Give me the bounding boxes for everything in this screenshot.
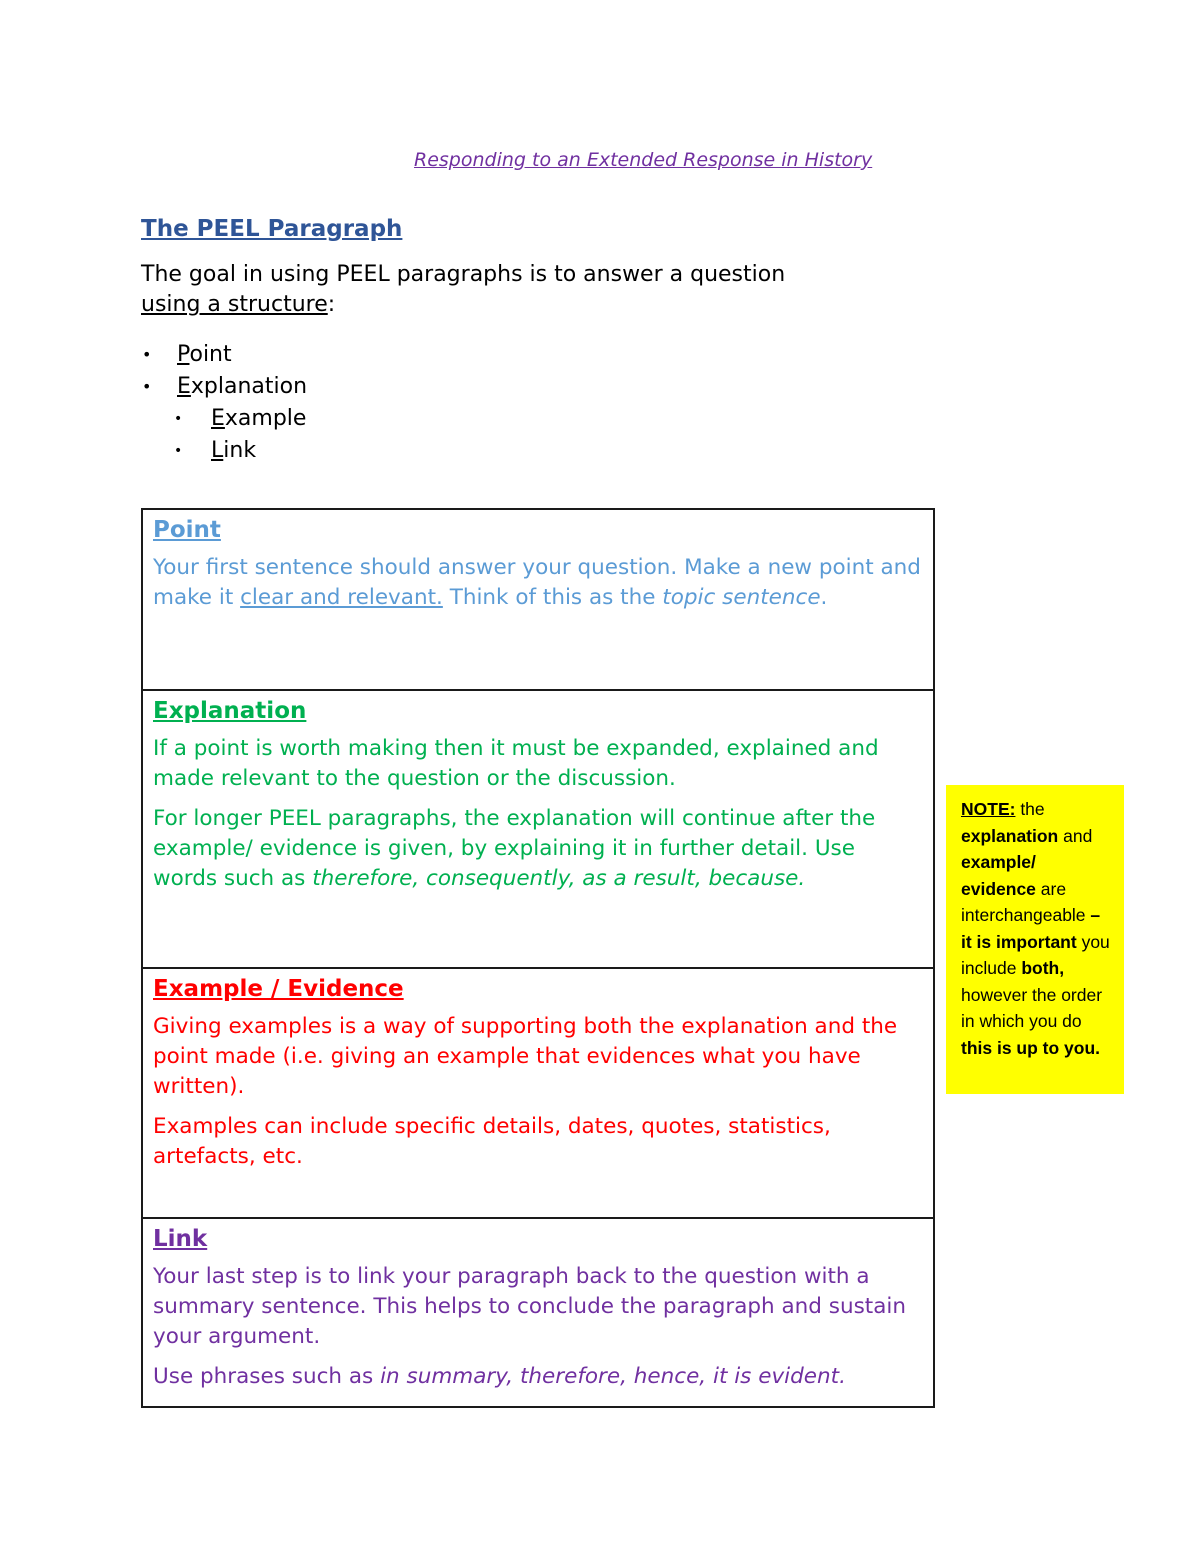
peel-list-level-1 xyxy=(142,339,308,403)
list-item-rest: xplanation xyxy=(190,374,308,399)
cell-heading-point: Point xyxy=(153,517,221,543)
bold-phrase: example/ evidence xyxy=(961,852,1036,899)
list-item-point xyxy=(142,339,307,371)
peel-table xyxy=(141,508,935,1408)
peel-list-level-2 xyxy=(174,403,307,467)
peel-heading: The PEEL Paragraph xyxy=(141,216,403,242)
list-item-example xyxy=(174,403,307,435)
cell-heading-example: Example / Evidence xyxy=(153,976,404,1002)
bold-phrase: this is up to you. xyxy=(961,1037,1101,1058)
bullet-icon: • xyxy=(174,443,183,459)
bold-phrase: both, xyxy=(1021,958,1065,978)
list-item-rest: ink xyxy=(223,438,257,463)
bold-phrase: explanation xyxy=(961,825,1059,846)
list-item-initial: P xyxy=(177,342,190,367)
table-cell-example xyxy=(143,969,933,1219)
cell-text-explanation-1: If a point is worth making then it must be expanded, explained and made relevant to the question or the discussion. xyxy=(153,736,879,791)
list-item-rest: xample xyxy=(224,406,307,431)
text-run: the xyxy=(1015,799,1045,819)
bullet-icon: • xyxy=(142,377,152,396)
italic-phrase: therefore, consequently, as a result, because. xyxy=(312,866,806,891)
intro-paragraph xyxy=(141,260,901,320)
text-run: and xyxy=(1058,825,1093,846)
list-item-rest: oint xyxy=(189,342,232,367)
bold-phrase: – it is important xyxy=(961,905,1101,952)
underlined-phrase: clear and relevant. xyxy=(240,585,443,610)
bullet-icon: • xyxy=(142,345,152,364)
intro-underlined-phrase: using a structure xyxy=(141,292,328,317)
list-item-explanation xyxy=(142,371,308,403)
cell-text-example-1: Giving examples is a way of supporting both the explanation and the point made (i.e. giving an example that evidences what you have written). xyxy=(153,1014,898,1099)
document-title: Responding to an Extended Response in History xyxy=(414,149,873,171)
text-run: are interchangeable xyxy=(961,878,1091,925)
table-cell-link xyxy=(143,1219,933,1406)
list-item-link xyxy=(174,435,306,467)
list-item-initial: E xyxy=(211,406,225,431)
list-item-initial: E xyxy=(177,374,191,399)
cell-text-link-1: Your last step is to link your paragraph back to the question with a summary sentence. This helps to conclude the paragraph and sustain your argument. xyxy=(153,1264,907,1349)
cell-heading-explanation: Explanation xyxy=(153,698,307,724)
cell-text-point xyxy=(153,553,923,613)
note-label: NOTE: xyxy=(961,799,1016,819)
table-cell-point xyxy=(143,510,933,691)
text-run: Use phrases such as xyxy=(153,1364,381,1389)
italic-phrase: in summary, therefore, hence, it is evident. xyxy=(380,1364,846,1389)
note-callout xyxy=(946,785,1124,1094)
text-run: however the order in which you do xyxy=(961,984,1103,1031)
bullet-icon: • xyxy=(174,411,183,427)
text-run: Think of this as the xyxy=(442,585,663,610)
text-run: For longer PEEL paragraphs, the explanation will continue after the example/ evidence is given, by explaining it in further detail. Use words such as xyxy=(153,806,876,891)
list-item-initial: L xyxy=(211,438,224,463)
text-run: Your first sentence should answer your question. Make a new point and make it xyxy=(153,555,921,610)
cell-heading-link: Link xyxy=(153,1226,208,1252)
table-cell-explanation xyxy=(143,691,933,969)
cell-text-explanation-2 xyxy=(153,804,923,894)
intro-line-1: The goal in using PEEL paragraphs is to answer a question xyxy=(141,262,786,287)
cell-text-example-2: Examples can include specific details, dates, quotes, statistics, artefacts, etc. xyxy=(153,1114,831,1169)
text-run: you include xyxy=(961,931,1110,978)
intro-colon: : xyxy=(327,292,336,317)
cell-text-link-2 xyxy=(153,1362,923,1392)
italic-phrase: topic sentence xyxy=(662,585,821,610)
text-run: . xyxy=(820,585,828,610)
